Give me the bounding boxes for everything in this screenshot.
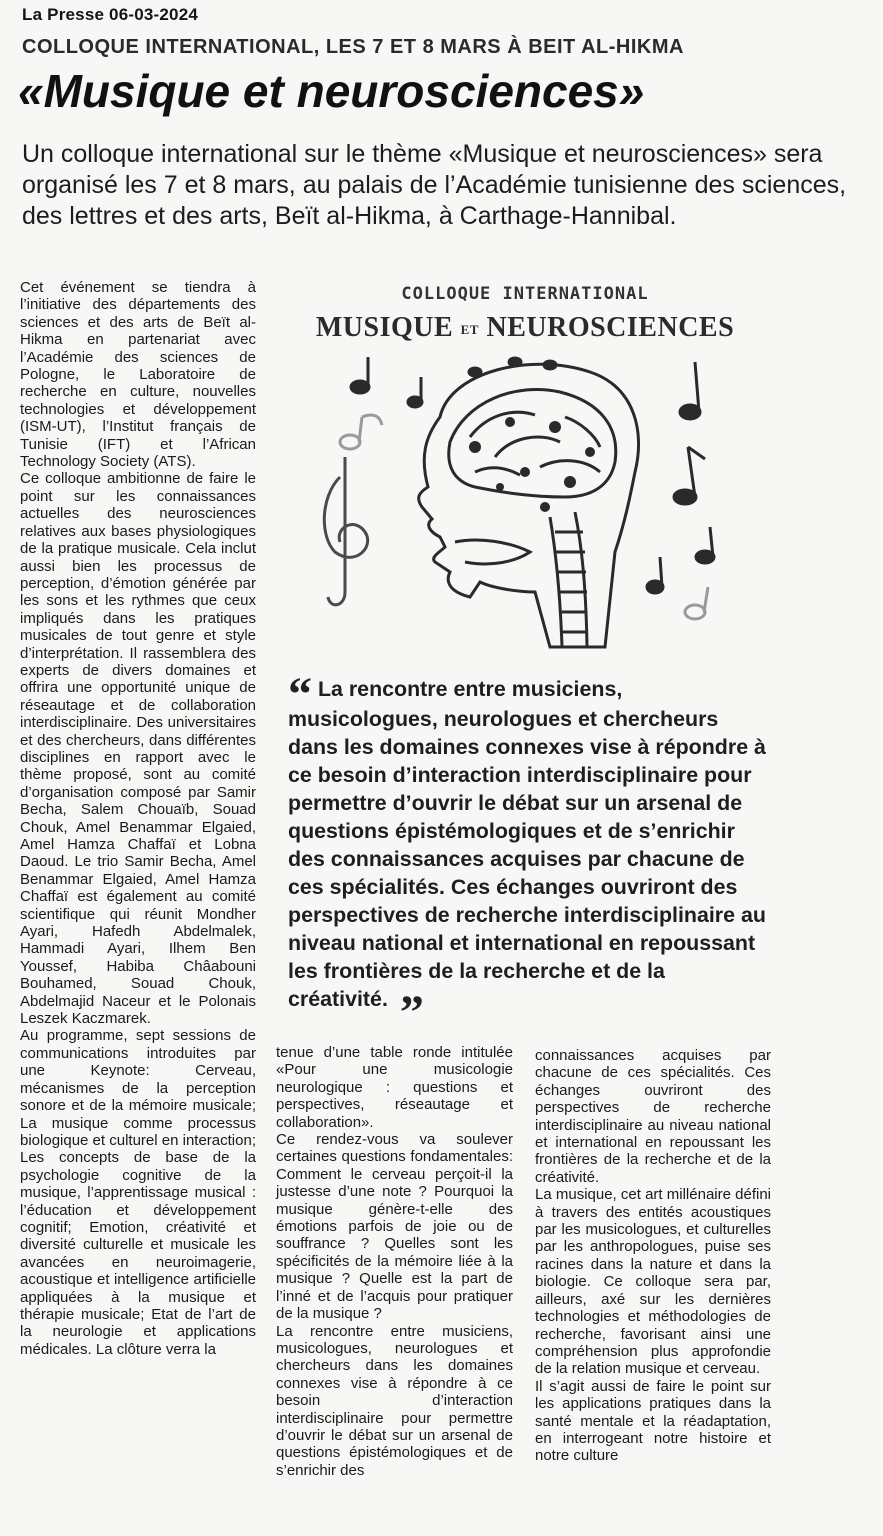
chapo: Un colloque international sur le thème «Musique et neurosciences» sera organisé les 7 et 8 mars, au palais de l’Académie tunisienne des sciences, des lettres et des arts, Beït al-Hikma, à Carthage-Hannibal. [22, 140, 847, 230]
brain-music-icon [300, 347, 750, 667]
pull-quote [288, 668, 768, 1039]
headline: «Musique et neurosciences» [18, 65, 645, 117]
paragraph: Cet événement se tiendra à l’initiative des départements des sciences et des arts de Beït al-Hikma en partenariat avec l’Académie des sciences de Pologne, le Laboratoire de recherche en culture, nouvelles technologies et développement (ISM-UT), l’Institut français de Tunisie (IFT) et l’African Technology Society (ATS). [20, 279, 256, 471]
paragraph: connaissances acquises par chacune de ces spécialités. Ces échanges ouvriront des perspectives de recherche interdisciplinaire au niveau national et international en repoussant les frontières de la recherche et de la créativité. [535, 1047, 771, 1186]
paragraph: La rencontre entre musiciens, musicologues, neurologues et chercheurs dans les domaines connexes vise à répondre à ce besoin d’interaction interdisciplinaire pour permettre d’ouvrir le débat sur un arsenal de questions épistémologiques et de s’enrichir des [276, 1322, 513, 1479]
column-2 [276, 1044, 513, 1479]
quote-open-mark: “ [288, 668, 312, 721]
paragraph: Ce colloque ambitionne de faire le point sur les connaissances actuelles des neurosciences relatives aux bases physiologiques de la pratique musicale. Cela inclut aussi bien les processus de perception, d’émotion générée par les sons et les rythmes que ceux impliqués dans les pratiques musicales de tout genre et style d’interprétation. Il rassemblera des experts de divers domaines et offrira une opportunité unique de réseautage et de collaboration interdisciplinaire. Des universitaires et des chercheurs, dans différentes disciplines en rapport avec le thème proposé, sont au comité d’organisation composé par Samir Becha, Salem Chouaïb, Souad Chouk, Amel Benammar Elgaied, Amel Hamza Chaffaï et Lobna Daoud. Le trio Samir Becha, Amel Benammar Elgaied, Amel Hamza Chaffaï est également au comité scientifique qui réunit Mondher Ayari, Hafedh Abdelmalek, Hammadi Ayari, Ilhem Ben Youssef, Habiba Châabouni Bouhamed, Souad Chouk, Abdelmajid Naceur et le Polonais Leszek Kaczmarek. [20, 470, 256, 1028]
illustration-subtitle [300, 312, 750, 344]
paragraph: La musique, cet art millénaire défini à travers des entités acoustiques par les musicologues, et culturelles par les anthropologues, puise ses racines dans la nature et dans la biologie. Ce colloque sera par, ailleurs, axé sur les dernières technologies et méthodologies de recherche, favorisant ainsi une compréhension plus approfondie de la relation musique et cerveau. [535, 1186, 771, 1378]
kicker: COLLOQUE INTERNATIONAL, LES 7 ET 8 MARS À BEIT AL-HIKMA [22, 36, 684, 58]
illustration-subtitle-b: NEUROSCIENCES [486, 312, 735, 343]
paragraph: Au programme, sept sessions de communications introduites par une Keynote: Cerveau, mécanismes de la perception sonore et de la mémoire musicale; La musique comme processus biologique et culturel en interaction; Les concepts de base de la psychologie cognitive de la musique, l’apprentissage musical : l’éducation et développement cognitif; Emotion, créativité et diversité culturelle et musicale les avancées en neuroimagerie, acoustique et intelligence artificielle appliquées à la musique et thérapie musicale; Etat de l’art de la neurologie et applications médicales. La clôture verra la [20, 1027, 256, 1358]
quote-text: La rencontre entre musiciens, musicologues, neurologues et chercheurs dans les domaines connexes vise à répondre à ce besoin d’interaction interdisciplinaire pour permettre d’ouvrir le débat sur un arsenal de questions épistémologiques et de s’enrichir des connaissances acquises par chacune de ces spécialités. Ces échanges ouvriront des perspectives de recherche interdisciplinaire au niveau national et international en repoussant les frontières de la recherche et de la créativité. [288, 677, 766, 1011]
paragraph: Ce rendez-vous va soulever certaines questions fondamentales: Comment le cerveau perçoit-il la justesse d’une note ? Pourquoi la musique génère-t-elle des émotions parfois de joie ou de souffrance ? Quelles sont les spécificités de la mémoire liée à la musique ? Quelle est la part de l’inné et de l’acquis pour pratiquer de la musique ? [276, 1131, 513, 1323]
masthead: La Presse 06-03-2024 [22, 5, 199, 24]
illustration [300, 282, 750, 667]
paragraph: Il s’agit aussi de faire le point sur les applications pratiques dans la santé mentale et la réadaptation, en interrogeant notre histoire et notre culture [535, 1377, 771, 1465]
quote-close-mark: ” [399, 986, 424, 1039]
column-3 [535, 1047, 771, 1465]
paragraph: tenue d’une table ronde intitulée «Pour une musicologie neurologique : questions et perspectives, réseautage et collaboration». [276, 1044, 513, 1131]
illustration-subtitle-a: MUSIQUE [315, 312, 454, 343]
illustration-title: COLLOQUE INTERNATIONAL [401, 284, 649, 304]
column-1 [20, 279, 256, 1358]
illustration-subtitle-et: ET [460, 322, 479, 337]
